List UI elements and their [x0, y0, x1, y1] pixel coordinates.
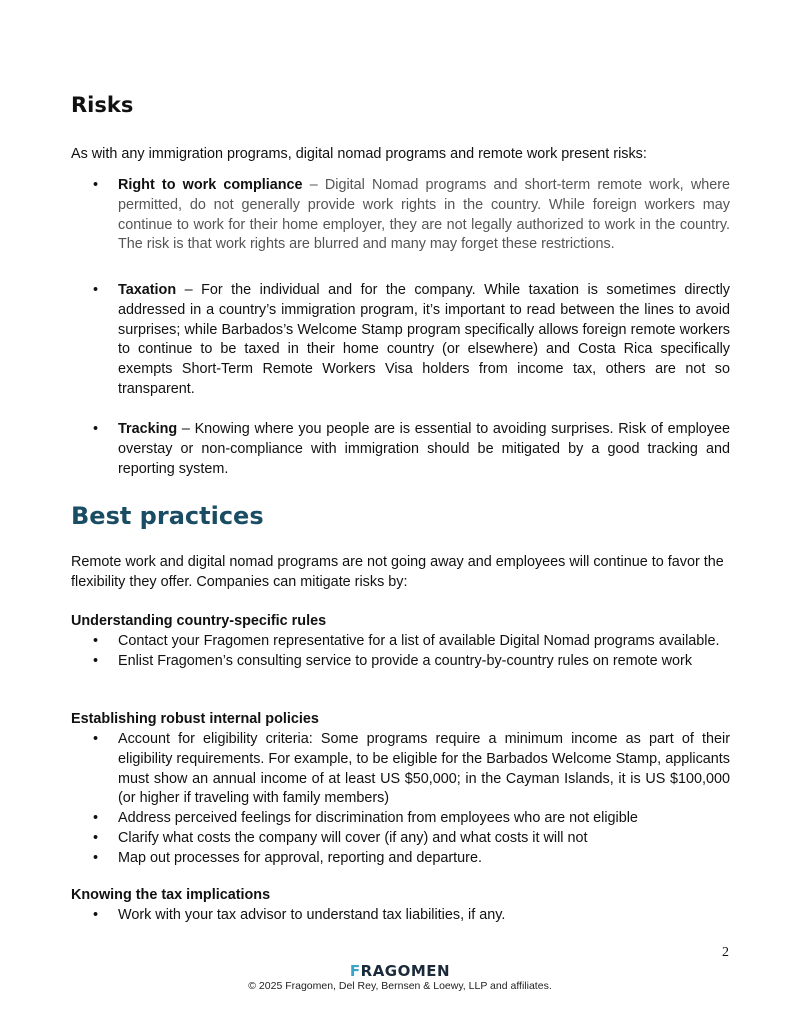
best-practices-intro: Remote work and digital nomad programs are not going away and employees will continue to favor the flexibility they offer. Companies can mitigate risks by:	[71, 554, 724, 590]
item-title: Right to work compliance	[118, 177, 303, 193]
bullet-icon: •	[93, 849, 99, 866]
item-text: Digital Nomad programs and short-term remote work, where permitted, do not generally provide work rights in the country. While foreign workers may continue to work for their home employer, they are not legally authorized to work in the country. The risk is that work rights are blurred and many may forget these restrictions.	[118, 177, 731, 253]
subheading-country-rules: Understanding country-specific rules	[71, 613, 327, 629]
bullet-icon: •	[93, 907, 99, 923]
bullet-icon: •	[93, 421, 99, 437]
bullet-icon: •	[93, 633, 99, 649]
list-item: • Tracking – Knowing where you people are is essential to avoiding surprises. Risk of employee overstay or non-compliance with immigration should be mitigated by a good tracking and reporting system.	[93, 421, 730, 477]
list-item: • Map out processes for approval, reporting and departure.	[71, 849, 730, 869]
risks-list-2	[71, 281, 730, 400]
list-item: • Right to work compliance – Digital Nomad programs and short-term remote work, where permitted, do not generally provide work rights in the country. While foreign workers may continue to work for their home employer, they are not legally authorized to work in the country. The risk is that work rights are blurred and many may forget these restrictions.	[93, 177, 731, 253]
subheading-tax-implications: Knowing the tax implications	[71, 887, 271, 903]
bullet-icon: •	[93, 652, 99, 669]
list-item: • Enlist Fragomen’s consulting service to provide a country-by-country rules on remote work	[71, 652, 730, 672]
item-title: Tracking	[118, 421, 178, 437]
bullet-icon: •	[93, 810, 99, 827]
list-item: • Address perceived feelings for discrimination from employees who are not eligible	[71, 809, 730, 829]
tax-implications-list	[71, 906, 730, 926]
risks-list	[71, 176, 730, 255]
fragomen-logo: FRAGOMEN	[349, 962, 451, 980]
page-number: 2	[722, 945, 729, 960]
list-item: • Contact your Fragomen representative for a list of available Digital Nomad programs available.	[71, 632, 730, 652]
item-text: For the individual and for the company. While taxation is sometimes directly addressed in a country’s immigration program, it’s important to read between the lines to avoid surprises; while Barbados’s Welcome Stamp program specifically allows foreign remote workers to continue to be taxed in their home country (or elsewhere) and Costa Rica specifically exempts Short-Term Remote Workers Visa holders from income tax, others are not so transparent.	[118, 282, 730, 397]
list-item: • Work with your tax advisor to understand tax liabilities, if any.	[71, 906, 730, 926]
risks-list-3	[71, 420, 730, 479]
best-practices-heading: Best practices	[71, 502, 264, 530]
subheading-internal-policies: Establishing robust internal policies	[71, 711, 319, 727]
copyright-text: © 2025 Fragomen, Del Rey, Bernsen & Loewy, LLP and affiliates.	[248, 980, 552, 992]
item-title: Taxation	[118, 282, 177, 298]
item-text: Knowing where you people are is essential to avoiding surprises. Risk of employee overstay or non-compliance with immigration should be mitigated by a good tracking and reporting system.	[118, 421, 730, 477]
list-item: • Clarify what costs the company will cover (if any) and what costs it will not	[71, 829, 730, 849]
bullet-icon: •	[93, 282, 99, 298]
risks-heading: Risks	[71, 93, 134, 117]
risks-intro: As with any immigration programs, digital nomad programs and remote work present risks:	[71, 146, 647, 162]
bullet-icon: •	[93, 731, 99, 747]
country-rules-list	[71, 632, 730, 672]
list-item: • Account for eligibility criteria: Some programs require a minimum income as part of their eligibility requirements. For example, to be eligible for the Barbados Welcome Stamp, applicants must show an annual income of at least US $50,000; in the Cayman Islands, it is US $100,000 (or higher if traveling with family members)	[93, 731, 730, 807]
list-item: • Taxation – For the individual and for the company. While taxation is sometimes directly addressed in a country’s immigration program, it’s important to read between the lines to avoid surprises; while Barbados’s Welcome Stamp program specifically allows foreign remote workers to continue to be taxed in their home country (or elsewhere) and Costa Rica specifically exempts Short-Term Remote Workers Visa holders from income tax, others are not so transparent.	[93, 282, 730, 397]
internal-policies-list	[71, 730, 730, 869]
bullet-icon: •	[93, 177, 99, 193]
footer	[0, 962, 800, 992]
bullet-icon: •	[93, 829, 99, 846]
